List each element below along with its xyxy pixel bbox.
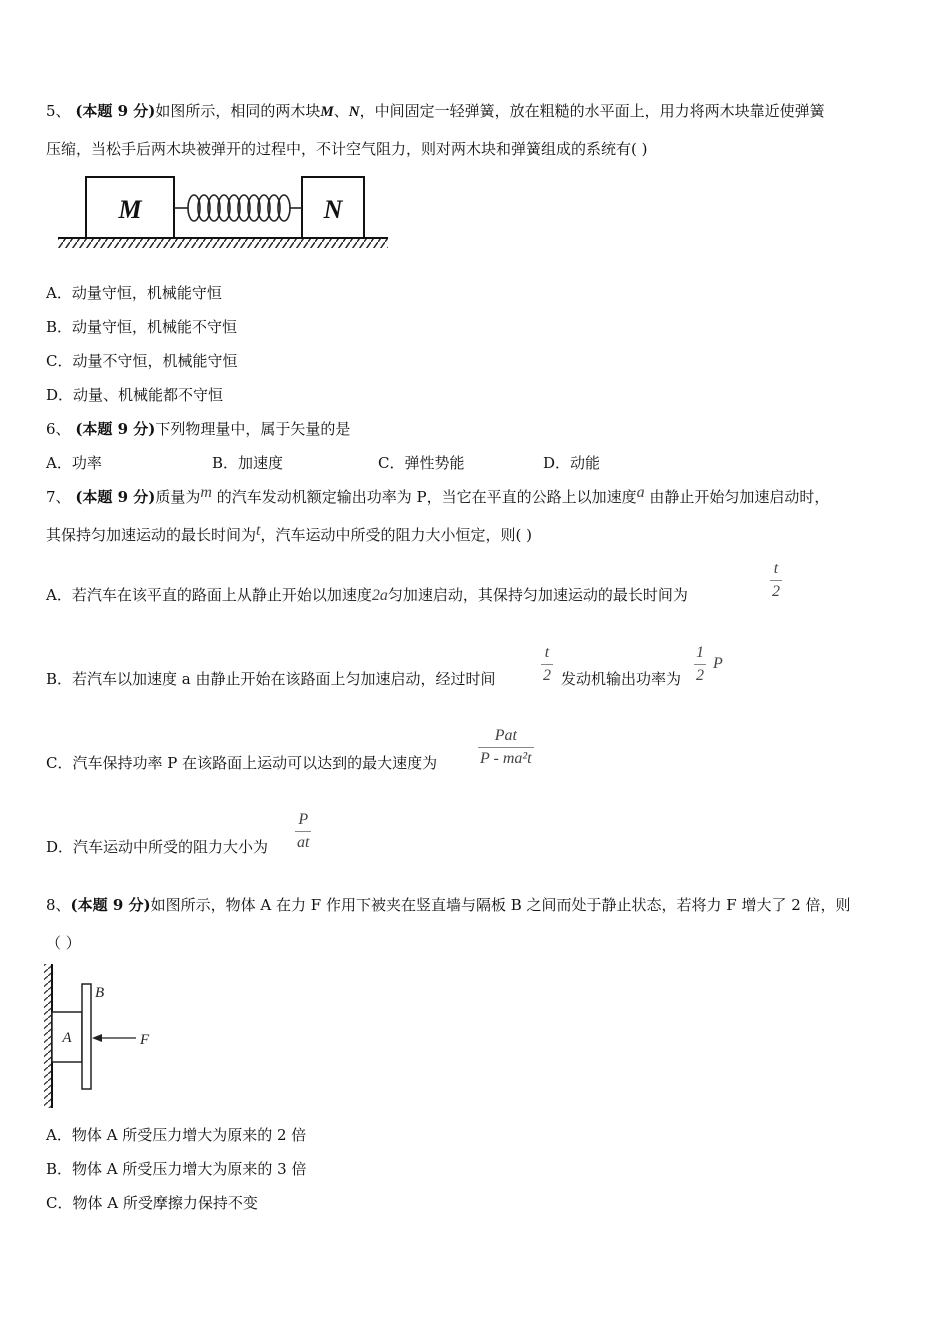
q7-var-m: m xyxy=(200,484,212,501)
q7-stem-line1 xyxy=(46,484,830,508)
q7-option-a-text2: 匀加速启动，其保持匀加速运动的最长时间为 xyxy=(387,586,688,604)
fraction-denominator: 2 xyxy=(696,667,704,684)
q5-stem-line2: 压缩，当松手后两木块被弹开的过程中，不计空气阻力，则对两木块和弹簧组成的系统有( ) xyxy=(46,140,648,158)
block-n-label: N xyxy=(323,195,343,224)
q5-option-b: B．动量守恒，机械能不守恒 xyxy=(46,318,238,336)
fraction-bar xyxy=(478,747,534,748)
q5-stem-part2: ，中间固定一轻弹簧，放在粗糙的水平面上，用力将两木块靠近使弹簧 xyxy=(359,102,825,120)
q8-stem-line2: （ ） xyxy=(46,934,81,952)
q6-number: 6、 xyxy=(46,420,71,438)
q8-option-c: C．物体 A 所受摩擦力保持不变 xyxy=(46,1194,258,1212)
q7-option-b-p: P xyxy=(713,655,723,672)
q7-option-a-fraction xyxy=(770,560,782,601)
q7-option-d-text: D．汽车运动中所受的阻力大小为 xyxy=(46,838,269,856)
spring xyxy=(174,195,302,221)
q6-stem-text: 下列物理量中，属于矢量的是 xyxy=(155,420,351,438)
q7-stem-part4: 其保持匀加速运动的最长时间为 xyxy=(46,526,257,544)
fraction-numerator: t xyxy=(773,560,779,577)
q7-stem-line2 xyxy=(46,522,532,546)
q7-stem-part1: 质量为 xyxy=(155,488,201,506)
q6-option-b: B．加速度 xyxy=(212,454,284,472)
q7-option-c-text: C．汽车保持功率 P 在该路面上运动可以达到的最大速度为 xyxy=(46,754,438,772)
wall-hatch xyxy=(44,964,52,1108)
q8-stem-line1 xyxy=(46,895,851,915)
q8-option-b: B．物体 A 所受压力增大为原来的 3 倍 xyxy=(46,1160,307,1178)
q7-stem-part5: ，汽车运动中所受的阻力大小恒定，则( ) xyxy=(260,526,532,544)
q7-option-c xyxy=(46,753,437,773)
q5-points: (本题 9 分) xyxy=(75,102,156,120)
q7-option-b xyxy=(46,669,496,689)
fraction-denominator: 2 xyxy=(543,667,551,684)
q7-option-b-text: B．若汽车以加速度 a 由静止开始在该路面上匀加速启动，经过时间 xyxy=(46,670,496,688)
q7-var-t: t xyxy=(256,522,261,539)
q5-sep: 、 xyxy=(333,102,349,120)
q6-stem xyxy=(46,419,350,439)
q8-option-a: A．物体 A 所受压力增大为原来的 2 倍 xyxy=(46,1126,307,1144)
fraction-bar xyxy=(295,831,311,832)
q7-option-d xyxy=(46,837,268,857)
q7-option-c-fraction xyxy=(478,727,534,768)
force-label: F xyxy=(140,1032,150,1048)
q7-option-a-text: A．若汽车在该平直的路面上从静止开始以加速度 xyxy=(46,586,372,604)
fraction-denominator: P - ma²t xyxy=(480,750,532,767)
q7-option-a xyxy=(46,585,688,606)
fraction-bar xyxy=(770,580,782,581)
board-b xyxy=(82,984,91,1089)
block-a-label: A xyxy=(62,1030,72,1046)
q5-option-d: D．动量、机械能都不守恒 xyxy=(46,386,224,404)
q5-number: 5、 xyxy=(46,102,71,120)
q8-number: 8、 xyxy=(46,896,71,914)
q6-points: (本题 9 分) xyxy=(75,420,156,438)
fraction-numerator: 1 xyxy=(696,644,704,661)
q7-number: 7、 xyxy=(46,488,71,506)
q8-points: (本题 9 分) xyxy=(70,896,151,914)
q7-stem-part3: 由静止开始匀加速启动时， xyxy=(649,488,830,506)
fraction-numerator: t xyxy=(544,644,550,661)
q6-option-a: A．功率 xyxy=(46,454,102,472)
q7-option-a-2a: 2a xyxy=(371,587,388,604)
q5-var-n: N xyxy=(348,104,360,120)
q7-option-d-fraction xyxy=(295,811,311,852)
block-m-label: M xyxy=(118,195,142,224)
fraction-denominator: 2 xyxy=(772,583,780,600)
q7-option-b-fraction2 xyxy=(694,644,706,685)
q5-stem-part1: 如图所示，相同的两木块 xyxy=(155,102,321,120)
q8-stem-text: 如图所示，物体 A 在力 F 作用下被夹在竖直墙与隔板 B 之间而处于静止状态，若将力 F 增大了 2 倍，则 xyxy=(150,896,851,914)
q5-stem-line1 xyxy=(46,101,825,122)
q6-option-c: C．弹性势能 xyxy=(378,454,465,472)
fraction-bar xyxy=(541,664,553,665)
q5-var-m: M xyxy=(320,104,334,120)
ground-hatch xyxy=(58,238,388,248)
q5-option-a: A．动量守恒，机械能守恒 xyxy=(46,284,222,302)
q5-option-c: C．动量不守恒，机械能守恒 xyxy=(46,352,238,370)
q5-figure xyxy=(56,172,392,254)
force-arrowhead xyxy=(92,1034,102,1042)
fraction-numerator: P xyxy=(298,811,309,828)
q7-points: (本题 9 分) xyxy=(75,488,156,506)
q7-stem-part2: 的汽车发动机额定输出功率为 P，当它在平直的公路上以加速度 xyxy=(216,488,637,506)
q7-option-b-fraction1 xyxy=(541,644,553,685)
fraction-numerator: Pat xyxy=(494,727,517,744)
fraction-denominator: at xyxy=(297,834,310,851)
q8-figure xyxy=(40,962,170,1112)
q7-var-a: a xyxy=(636,484,645,501)
fraction-bar xyxy=(694,664,706,665)
q6-option-d: D．动能 xyxy=(543,454,601,472)
board-b-label: B xyxy=(95,985,105,1001)
q7-option-b-text2: 发动机输出功率为 xyxy=(561,670,682,688)
